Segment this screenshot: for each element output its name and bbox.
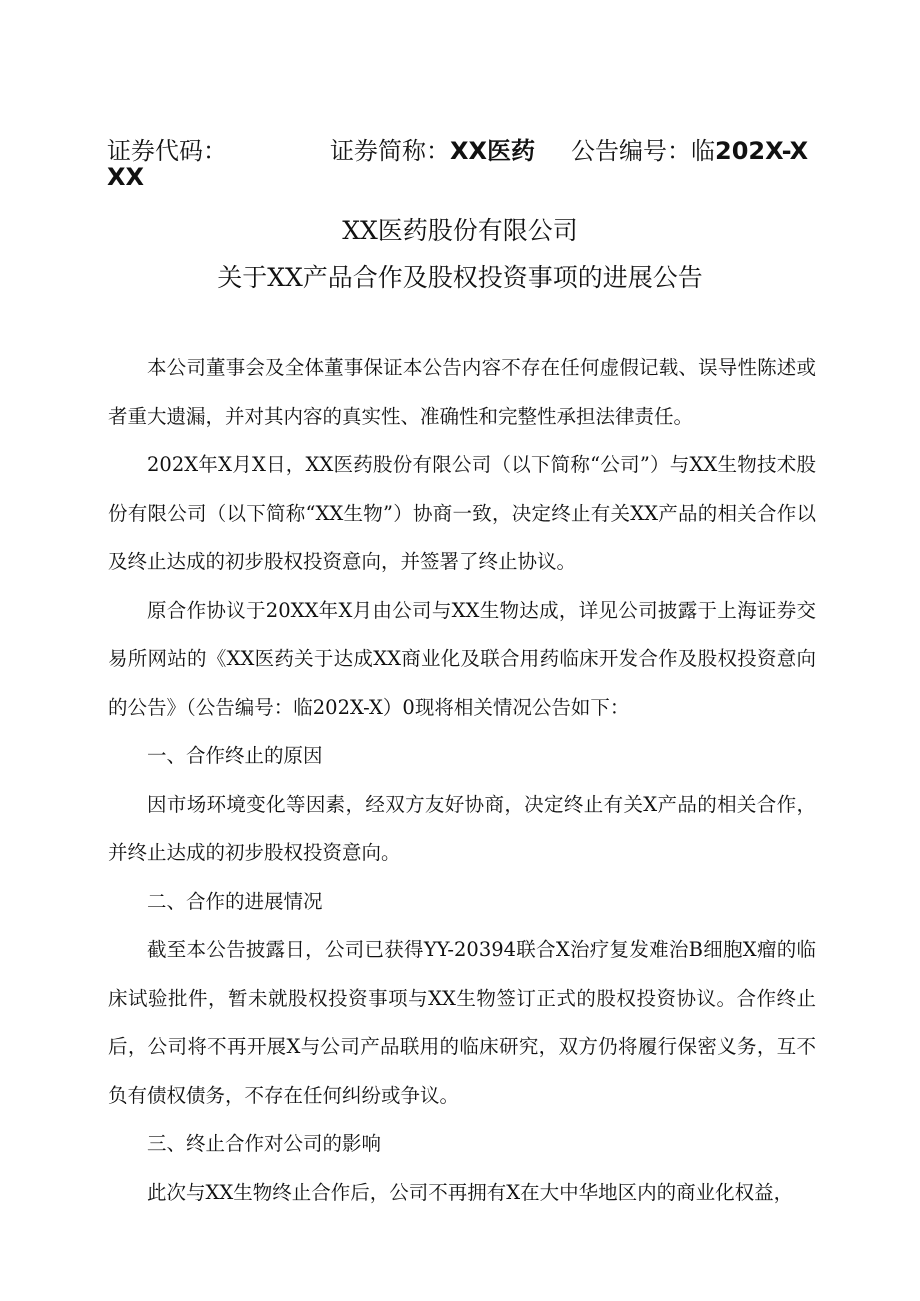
security-info-header	[107, 131, 827, 171]
paragraph-termination-agreement: 202X年X月X日，XX医药股份有限公司（以下简称“公司”）与XX生物技术股份有限公司（以下简称“XX生物”）协商一致，决定终止有关XX产品的相关合作以及终止达成的初步股权投资意向，并签署了终止协议。	[108, 453, 816, 573]
notice-number-value: 202X-X	[715, 137, 809, 165]
announcement-body	[108, 344, 816, 1217]
company-name-title: XX医药股份有限公司	[342, 216, 578, 245]
security-abbreviation-label: 证券简称：	[330, 137, 450, 165]
section-heading-progress: 二、合作的进展情况	[147, 889, 323, 913]
notice-number	[571, 131, 808, 166]
security-abbreviation	[330, 131, 535, 166]
paragraph-original-agreement: 原合作协议于20XX年X月由公司与XX生物达成，详见公司披露于上海证券交易所网站的《XX医药关于达成XX商业化及联合用药临床开发合作及股权投资意向的公告》（公告编号：临202X-X）0现将相关情况公告如下：	[108, 598, 816, 719]
security-abbreviation-value: XX医药	[450, 137, 536, 165]
paragraph-progress: 截至本公告披露日，公司已获得YY-20394联合X治疗复发难治B细胞X瘤的临床试验批件，暂未就股权投资事项与XX生物签订正式的股权投资协议。合作终止后，公司将不再开展X与公司产品联用的临床研究，双方仍将履行保密义务，互不负有债权债务，不存在任何纠纷或争议。	[108, 938, 816, 1107]
paragraph-reason: 因市场环境变化等因素，经双方友好协商，决定终止有关X产品的相关合作，并终止达成的初步股权投资意向。	[108, 792, 816, 864]
notice-number-label: 公告编号：临	[571, 137, 715, 165]
paragraph-impact: 此次与XX生物终止合作后，公司不再拥有X在大中华地区内的商业化权益，	[147, 1180, 794, 1204]
announcement-title: 关于XX产品合作及股权投资事项的进展公告	[217, 263, 703, 292]
section-heading-reason: 一、合作终止的原因	[147, 744, 323, 767]
security-code-value: XX	[107, 163, 145, 191]
disclaimer-paragraph: 本公司董事会及全体董事保证本公告内容不存在任何虚假记载、误导性陈述或者重大遗漏，并对其内容的真实性、准确性和完整性承担法律责任。	[108, 356, 816, 428]
security-code-label: 证券代码：	[107, 137, 227, 165]
section-heading-impact: 三、终止合作对公司的影响	[147, 1132, 382, 1155]
